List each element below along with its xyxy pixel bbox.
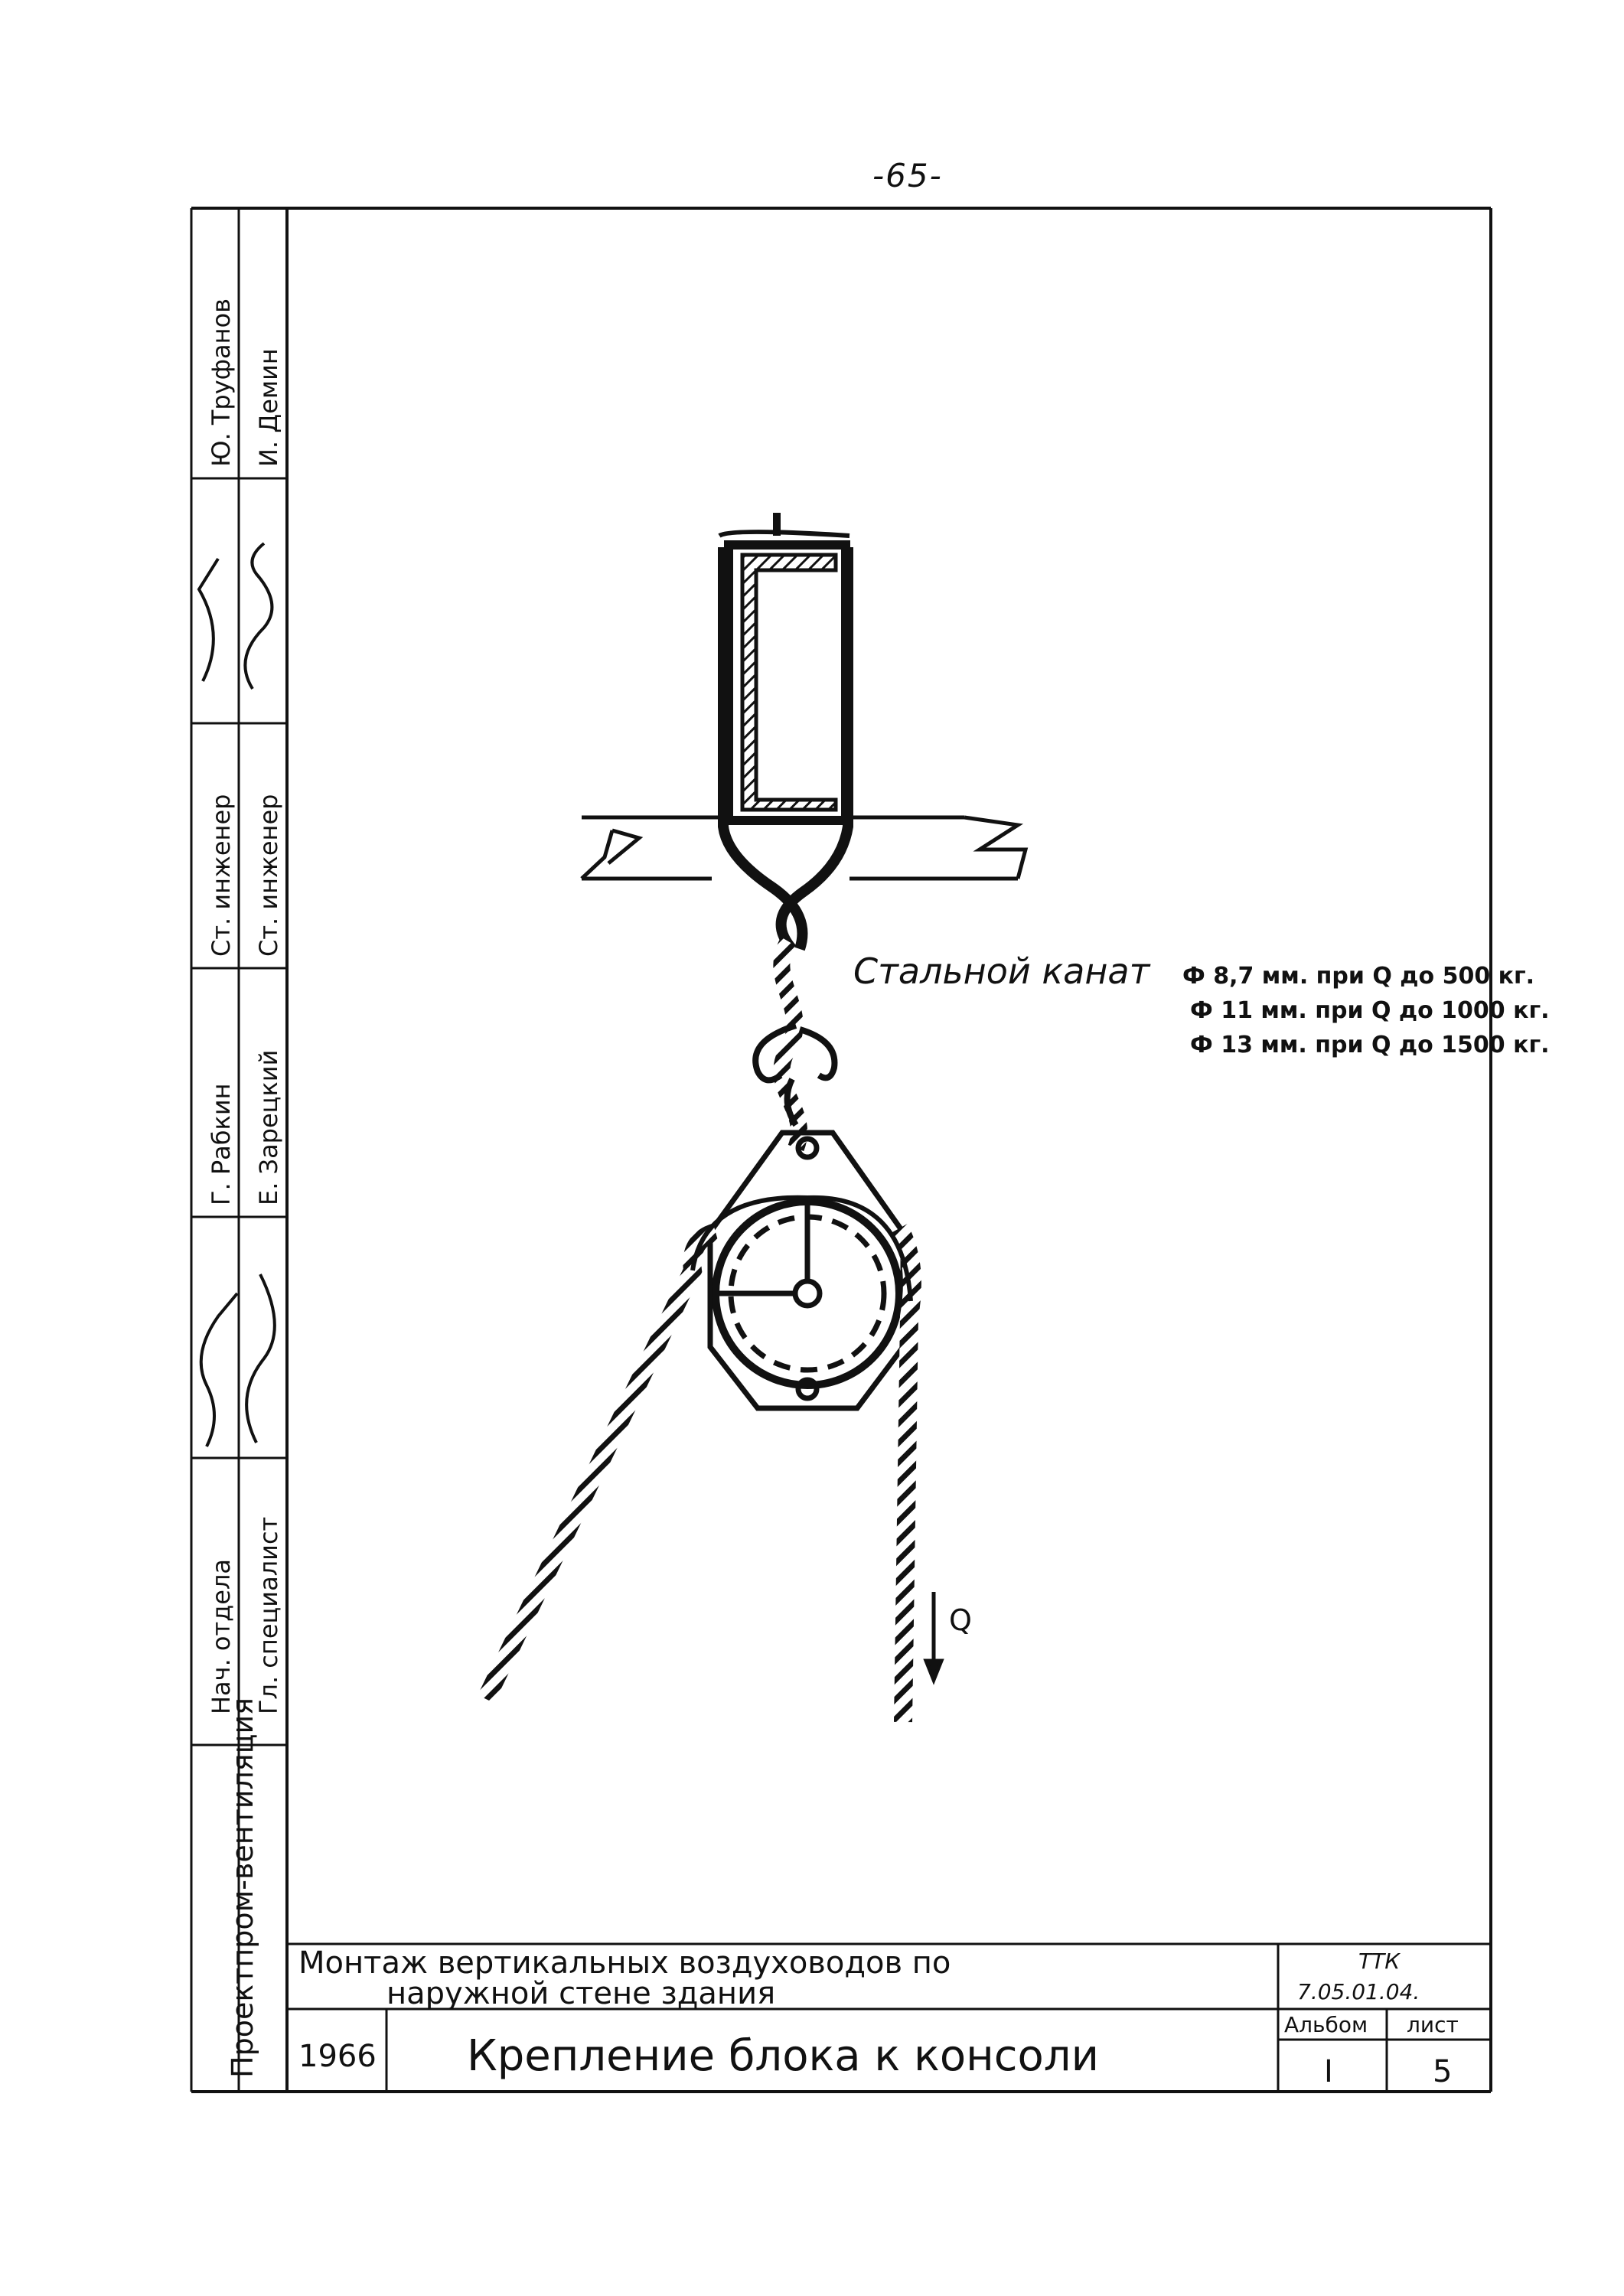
organization-name: Проектпром-вентиляция — [226, 1697, 259, 2078]
rope-left-strand — [486, 1232, 716, 1699]
year: 1966 — [298, 2039, 377, 2074]
console-bracket — [719, 513, 850, 820]
project-title-line1: Монтаж вертикальных воздуховодов по — [298, 1945, 951, 1981]
sheet-value: 5 — [1433, 2054, 1453, 2089]
pulley-block — [710, 1133, 903, 1408]
designer-name-3: И. Демин — [254, 348, 283, 467]
sheet-title: Крепление блока к консоли — [467, 2031, 1099, 2081]
code-label: ТТК — [1358, 1949, 1401, 1974]
rope-spec-2: Ф 11 мм. при Q до 1000 кг. — [1190, 997, 1550, 1024]
album-value: I — [1324, 2054, 1333, 2089]
designer-position-1: Гл. специалист — [254, 1516, 283, 1714]
album-label: Альбом — [1284, 2012, 1368, 2037]
designer-name-1: Е. Зарецкий — [254, 1049, 283, 1205]
load-arrow — [926, 1592, 941, 1680]
drawing-frame — [191, 208, 1491, 2092]
code: 7.05.01.04. — [1297, 1979, 1420, 2004]
side-stamp-texts — [199, 298, 283, 2078]
designer-name-4: Ю. Труфанов — [207, 298, 236, 467]
project-title-line2: наружной стене здания — [386, 1976, 776, 2011]
designer-name-2: Г. Рабкин — [207, 1083, 236, 1205]
page-number: -65- — [872, 157, 943, 194]
designer-position-3: Ст. инженер — [254, 794, 283, 957]
load-label: Q — [949, 1603, 972, 1637]
sheet-label: лист — [1407, 2012, 1459, 2037]
rope-spec-3: Ф 13 мм. при Q до 1500 кг. — [1190, 1032, 1550, 1058]
designer-position-2: Нач. отдела — [207, 1558, 236, 1714]
rope-spec-1: Ф 8,7 мм. при Q до 500 кг. — [1182, 963, 1535, 990]
signature-marks — [199, 543, 275, 1446]
beam-section — [582, 817, 1026, 879]
designer-position-4: Ст. инженер — [207, 794, 236, 957]
rope-label: Стальной канат — [853, 951, 1150, 992]
